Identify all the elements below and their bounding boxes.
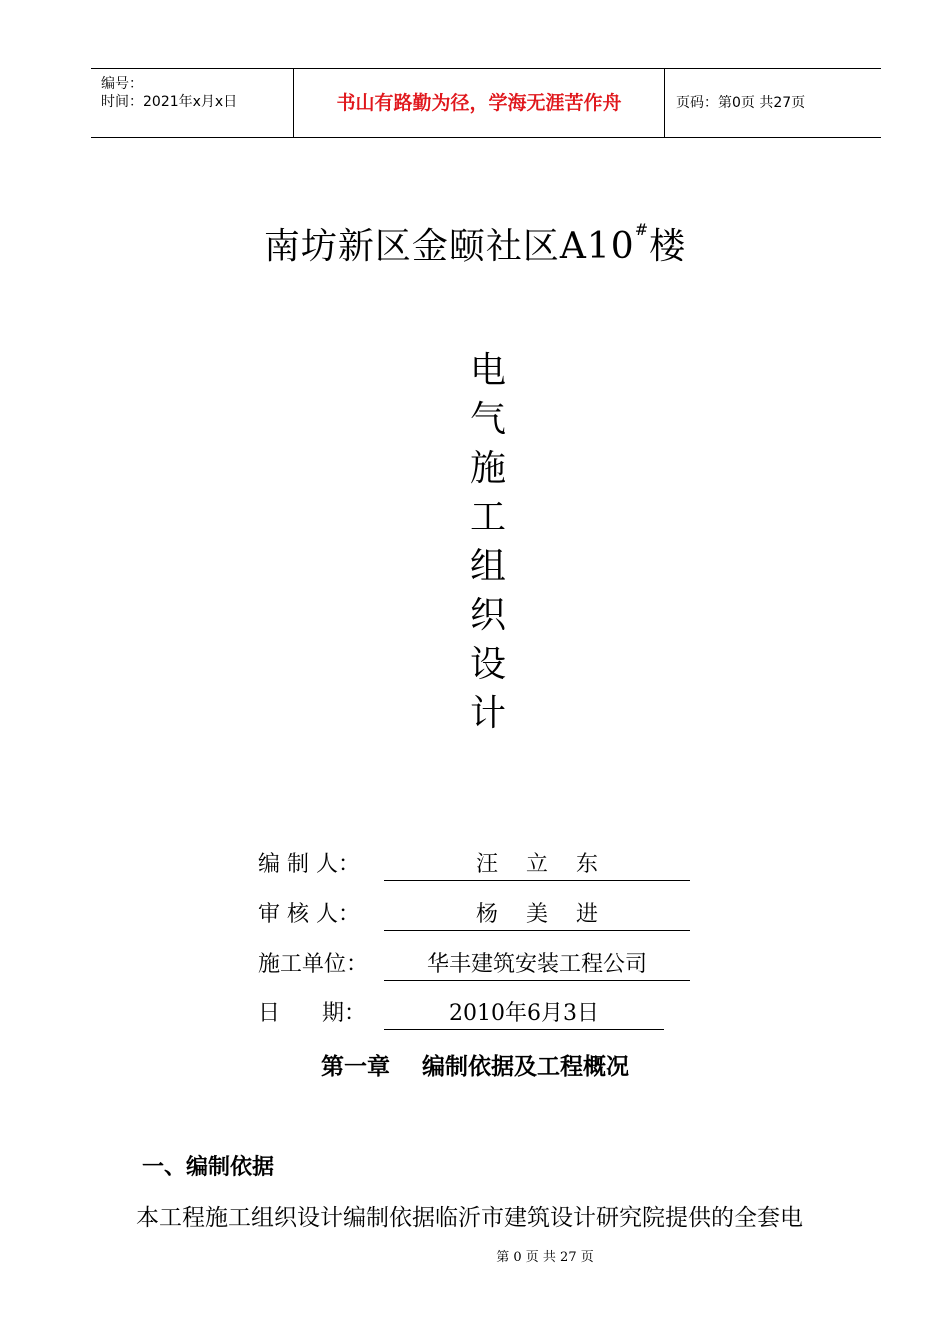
vertical-subtitle	[466, 346, 510, 738]
reviewer-label: 审 核 人：	[258, 902, 360, 927]
author-label: 编 制 人：	[258, 852, 360, 877]
header-page-label: 页码：第0页 共27页	[676, 95, 806, 111]
time-label: 时间：2021年x月x日	[101, 94, 238, 110]
unit-value: 华丰建筑安装工程公司	[384, 950, 690, 981]
reviewer-value: 杨 美 进	[384, 900, 690, 931]
page-header	[91, 68, 881, 138]
title-main: 南坊新区金颐社区A10	[263, 226, 635, 267]
title-sup: #	[634, 220, 650, 239]
subtitle-char: 工	[469, 497, 506, 538]
date-label: 日 期：	[258, 1001, 366, 1026]
date-value: 2010年6月3日	[384, 999, 664, 1030]
header-meta-cell	[91, 69, 294, 137]
chapter-heading: 第一章 编制依据及工程概况	[320, 1054, 630, 1080]
author-value: 汪 立 东	[384, 850, 690, 881]
section-heading: 一、编制依据	[142, 1155, 275, 1180]
unit-label: 施工单位：	[258, 952, 369, 977]
page-footer: 第 0 页 共 27 页	[496, 1250, 594, 1265]
header-motto: 书山有路勤为径，学海无涯苦作舟	[294, 69, 665, 137]
subtitle-char: 组	[469, 546, 506, 587]
subtitle-char: 设	[469, 644, 506, 685]
title-suffix: 楼	[649, 226, 687, 267]
body-paragraph: 本工程施工组织设计编制依据临沂市建筑设计研究院提供的全套电	[136, 1205, 803, 1231]
number-label: 编号：	[101, 76, 143, 92]
subtitle-char: 气	[469, 399, 506, 440]
subtitle-char: 计	[469, 693, 506, 734]
subtitle-char: 电	[469, 350, 506, 391]
subtitle-char: 织	[469, 595, 506, 636]
document-title	[0, 218, 950, 269]
subtitle-char: 施	[469, 448, 506, 489]
